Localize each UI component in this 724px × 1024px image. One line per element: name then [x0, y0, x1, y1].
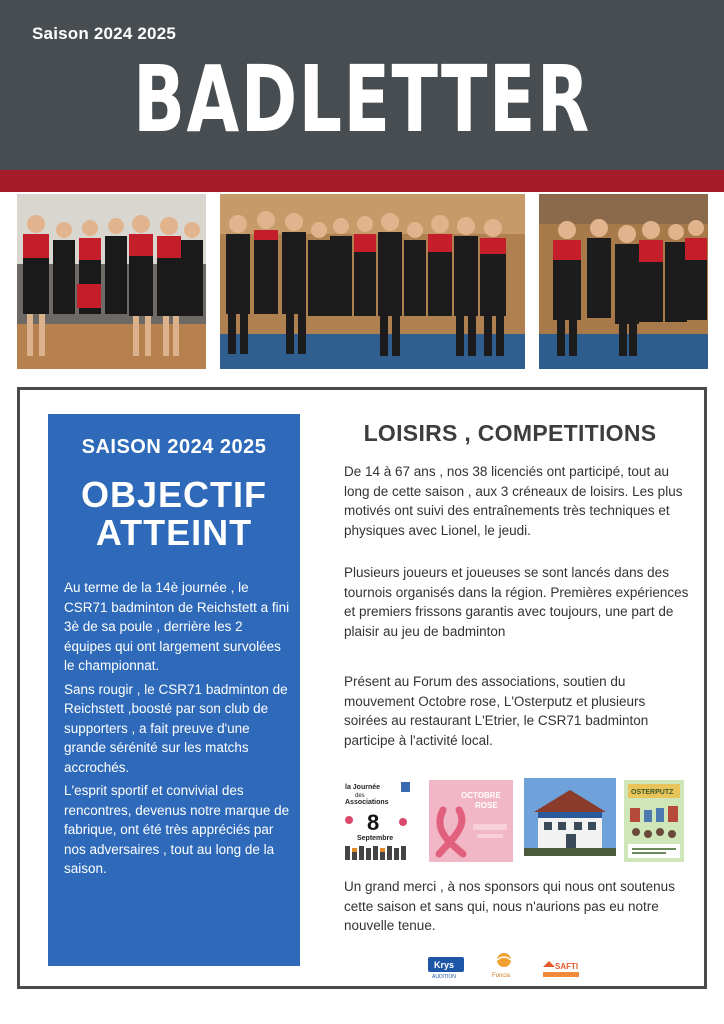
forum-line1: la Journée: [345, 784, 381, 791]
objective-title: [48, 476, 300, 552]
header-banner: [0, 0, 724, 170]
restaurant-letrier-photo: [524, 778, 616, 856]
forum-day: 8: [367, 810, 380, 835]
team-photo-1: [17, 194, 206, 369]
objective-title-line1: OBJECTIF: [80, 474, 267, 515]
sponsor-krys-logo: [428, 957, 464, 979]
krys-text: Krys: [434, 960, 455, 970]
objective-text: [64, 578, 290, 883]
forum-month: Septembre: [357, 835, 394, 842]
osterputz-poster: [624, 780, 684, 862]
octobre-line1: OCTOBRE: [461, 791, 501, 800]
body-paragraph-1: De 14 à 67 ans , nos 38 licenciés ont participé, tout au long de cette saison , aux 3 créneaux de loisirs. Les plus motivés ont suivi des entraînements très techniques et physiques avec Lionel, le jeudi.: [344, 464, 683, 538]
content-frame: [17, 387, 707, 989]
octobre-rose-poster: [429, 780, 513, 862]
osterputz-title: OSTERPUTZ: [631, 789, 674, 796]
section-title: LOISIRS , COMPETITIONS: [363, 420, 657, 446]
objective-season: SAISON 2024 2025: [81, 436, 267, 458]
objective-box: [48, 414, 300, 966]
body-paragraph-4: Un grand merci , à nos sponsors qui nous ont soutenus cette saison et sans qui, nous n'aurions pas eu notre nouvelle tenue.: [344, 879, 675, 933]
red-band-divider: [0, 170, 724, 192]
sponsor-safti-logo: [541, 957, 581, 979]
forum-line2: des: [355, 793, 365, 799]
octobre-line2: ROSE: [475, 801, 498, 810]
forum-line3: Associations: [345, 799, 389, 806]
body-paragraph-3: Présent au Forum des associations, soutien du mouvement Octobre rose, L'Osterputz et plusieurs soirées au restaurant L'Etrier, le CSR71 badminton participe à l'activité local.: [344, 674, 649, 748]
objective-paragraph: Au terme de la 14è journée , le CSR71 badminton de Reichstett a fini 3è de sa poule , derrière les 2 équipes qui ont largement survolées le championnat.: [64, 580, 290, 673]
krys-sub-text: AUDITION: [432, 974, 456, 979]
sponsor-middle-logo: [491, 952, 517, 980]
body-paragraph-2: Plusieurs joueurs et joueuses se sont lancés dans des tournois organisés dans la région. Premières expériences et premiers frissons garantis avec toujours, une part de plaisir au jeu de badminton: [344, 565, 689, 639]
newsletter-title: BADLETTER: [133, 46, 591, 153]
team-photo-2: [220, 194, 525, 369]
objective-title-line2: ATTEINT: [95, 512, 253, 553]
sponsor-middle-text: Foncia: [492, 973, 511, 979]
header-season: Saison 2024 2025: [32, 24, 177, 43]
forum-associations-poster: [341, 780, 413, 862]
safti-text: SAFTI: [555, 962, 579, 971]
team-photo-3: [539, 194, 708, 369]
objective-paragraph: Sans rougir , le CSR71 badminton de Reichstett ,boosté par son club de supporters , a fait preuve d'une grande sérénité sur les matchs accrochés.: [64, 681, 288, 775]
objective-paragraph: L'esprit sportif et convivial des rencontres, devenus notre marque de fabrique, ont été très appréciés par nos adversaires , tout au long de la saison.: [64, 783, 290, 876]
